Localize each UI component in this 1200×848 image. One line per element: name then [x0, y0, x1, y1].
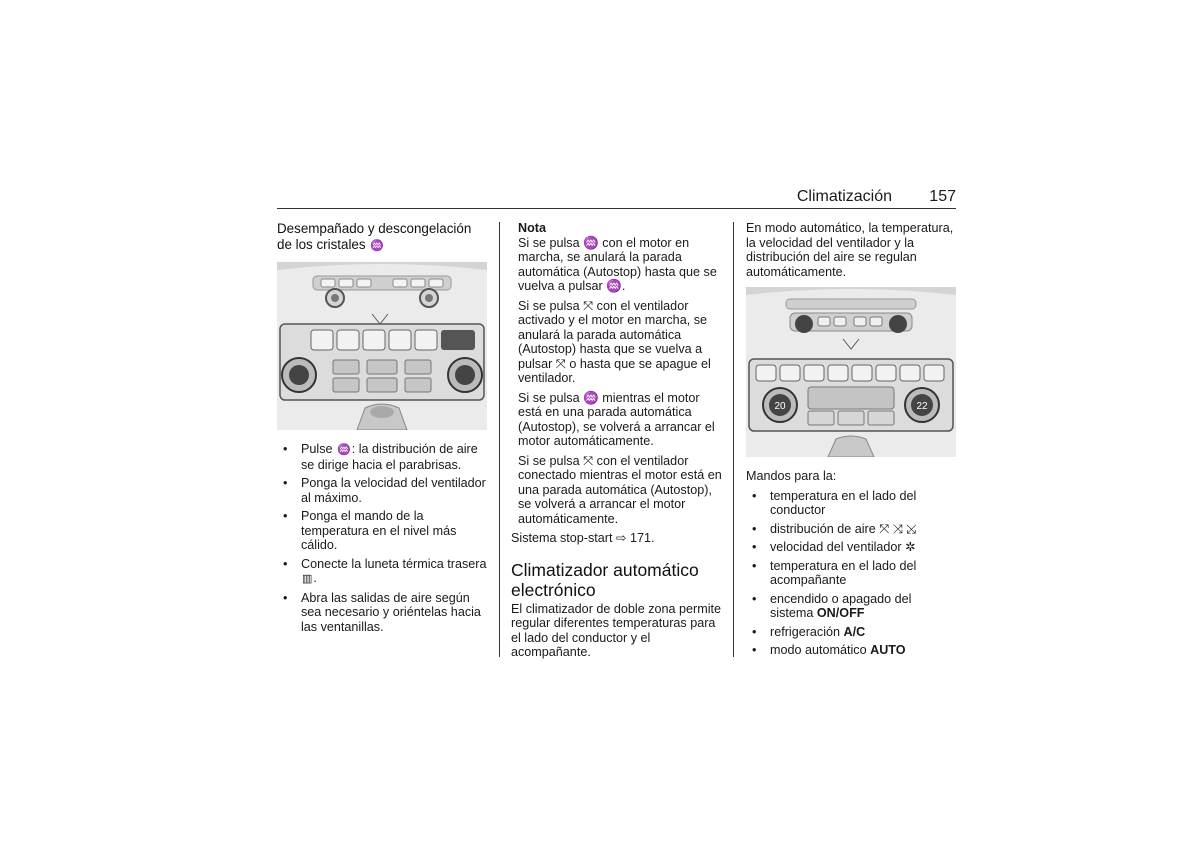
intro-paragraph: En modo automático, la temperatura, la velocidad del ventilador y la distribución del aire se regulan automáticamente. [746, 221, 954, 279]
controls-list [746, 489, 958, 658]
page-header [277, 186, 956, 209]
column-divider [733, 222, 734, 657]
cross-reference: Sistema stop-start ⇨ 171. [511, 531, 655, 545]
defrost-steps-list [277, 442, 487, 634]
list-item: • temperatura en el lado del acompañante [746, 559, 958, 588]
list-item: • Pulse ♒: la distribución de aire se dirige hacia el parabrisas. [277, 442, 487, 472]
section-title: Climatización [796, 188, 892, 205]
list-item: • Ponga la velocidad del ventilador al máximo. [277, 476, 487, 505]
column-2 [511, 221, 723, 665]
rear-window-heater-icon: ▥ [302, 573, 313, 585]
automatic-climate-panel-illustration [746, 287, 956, 457]
windshield-defrost-icon: ♒ [370, 240, 385, 252]
note-paragraph: Si se pulsa ♒ mientras el motor está en una parada automática (Autostop), se volverá a arrancar el motor automáticamente. [518, 390, 715, 448]
windshield-defrost-icon: ♒ [337, 444, 351, 456]
list-item: • temperatura en el lado del conductor [746, 489, 958, 518]
page-number: 157 [929, 188, 956, 205]
column-1 [277, 221, 487, 638]
column-3 [746, 221, 958, 662]
list-item: • distribución de aire ⤧ ⤨ ⤩ [746, 522, 958, 537]
right-temperature-readout: 22 [916, 401, 928, 412]
section-heading: Desempañado y descongelación de los cristales ♒ [277, 221, 472, 252]
left-temperature-readout: 20 [774, 401, 786, 412]
note-box [511, 221, 723, 526]
note-paragraph: Si se pulsa ⤧ con el ventilador conectado mientras el motor está en una parada automática (Autostop), se volverá a arrancar el motor automáticamente. [518, 453, 722, 526]
column-divider [499, 222, 500, 657]
list-item: • Abra las salidas de aire según sea necesario y oriéntelas hacia las ventanillas. [277, 591, 487, 635]
note-paragraph: Si se pulsa ⤧ con el ventilador activado y el motor en marcha, se anulará la parada automática (Autostop) hasta que se vuelva a pulsar ⤧ o hasta que se apague el ventilador. [518, 298, 711, 385]
list-item: • Conecte la luneta térmica trasera ▥. [277, 557, 487, 587]
list-item: • refrigeración A/C [746, 625, 958, 640]
list-item: • modo automático AUTO [746, 643, 958, 658]
body-paragraph: El climatizador de doble zona permite regular diferentes temperaturas para el lado del conductor y el acompañante. [511, 601, 722, 659]
note-label: Nota [518, 221, 546, 235]
manual-climate-panel-illustration [277, 262, 487, 430]
controls-label: Mandos para la: [746, 469, 837, 483]
section-heading: Climatizador automático electrónico [511, 559, 699, 600]
list-item: • Ponga el mando de la temperatura en el nivel más cálido. [277, 509, 487, 553]
list-item: • velocidad del ventilador ✲ [746, 540, 958, 555]
list-item: • encendido o apagado del sistema ON/OFF [746, 592, 958, 621]
note-paragraph: Si se pulsa ♒ con el motor en marcha, se anulará la parada automática (Autostop) hasta que se vuelva a pulsar ♒. [518, 235, 717, 293]
